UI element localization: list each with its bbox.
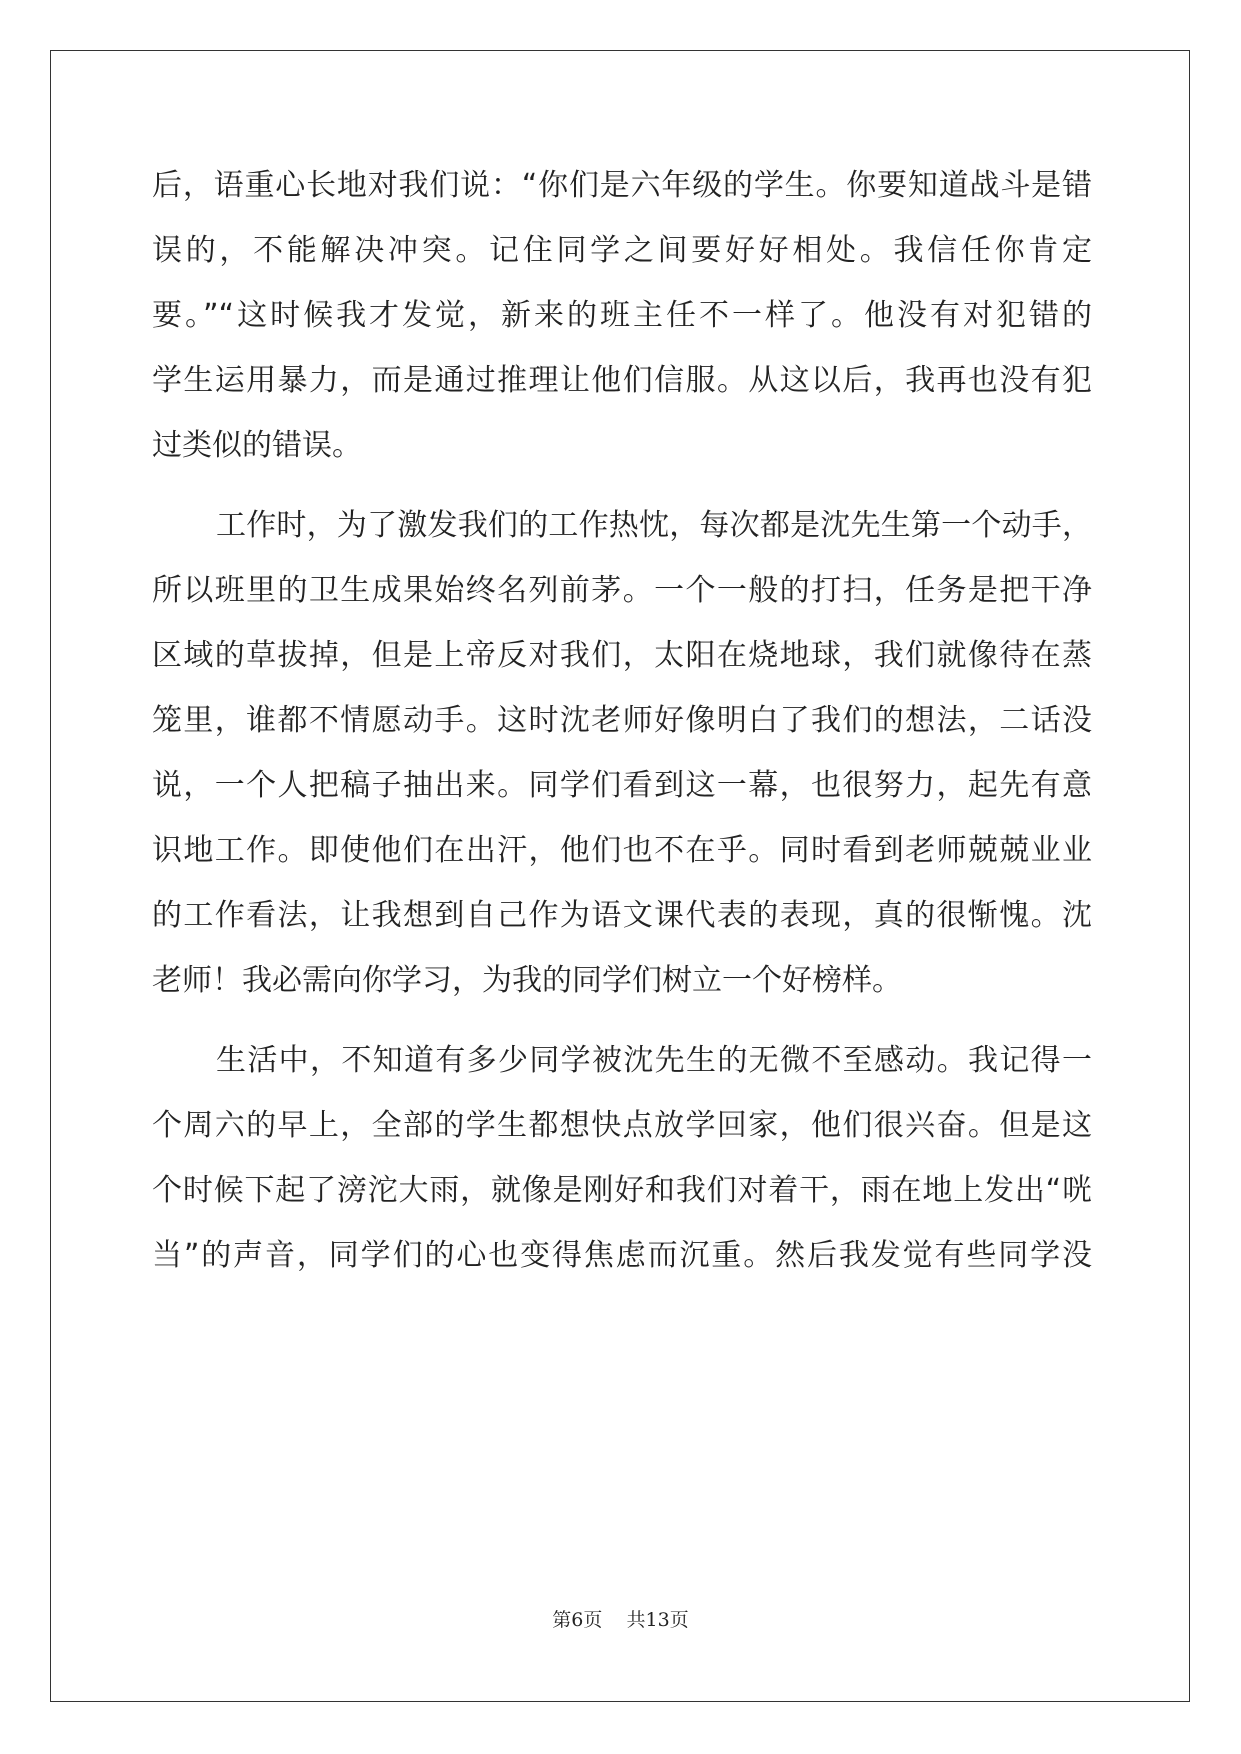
text-line: 学生运用暴力，而是通过推理让他们信服。从这以后，我再也没有犯 [152,363,1092,398]
text-line: 笼里，谁都不情愿动手。这时沈老师好像明白了我们的想法，二话没 [152,703,1092,738]
text-line: 个周六的早上，全部的学生都想快点放学回家，他们很兴奋。但是这 [152,1108,1092,1143]
text-line: 个时候下起了滂沱大雨，就像是刚好和我们对着干，雨在地上发出“咣 [152,1173,1092,1208]
text-line: 所以班里的卫生成果始终名列前茅。一个一般的打扫，任务是把干净 [152,573,1092,608]
text-line: 工作时，为了激发我们的工作热忱，每次都是沈先生第一个动手， [216,508,1092,543]
text-line: 过类似的错误。 [152,428,362,463]
text-line: 识地工作。即使他们在出汗，他们也不在乎。同时看到老师兢兢业业 [152,833,1092,868]
text-line: 生活中，不知道有多少同学被沈先生的无微不至感动。我记得一 [216,1043,1092,1078]
text-line: 当”的声音，同学们的心也变得焦虑而沉重。然后我发觉有些同学没 [152,1238,1092,1273]
page-number: 第6页 [552,1609,603,1631]
text-line: 要。”“这时候我才发觉，新来的班主任不一样了。他没有对犯错的 [152,298,1092,333]
text-line: 误的，不能解决冲突。记住同学之间要好好相处。我信任你肯定 [152,233,1092,268]
page-footer [0,1608,1241,1632]
text-line: 说，一个人把稿子抽出来。同学们看到这一幕，也很努力，起先有意 [152,768,1092,803]
text-line: 老师！我必需向你学习，为我的同学们树立一个好榜样。 [152,963,902,998]
text-line: 后，语重心长地对我们说：“你们是六年级的学生。你要知道战斗是错 [152,168,1092,203]
text-line: 的工作看法，让我想到自己作为语文课代表的表现，真的很惭愧。沈 [152,898,1092,933]
page-total: 共13页 [626,1609,689,1631]
text-line: 区域的草拔掉，但是上帝反对我们，太阳在烧地球，我们就像待在蒸 [152,638,1092,673]
